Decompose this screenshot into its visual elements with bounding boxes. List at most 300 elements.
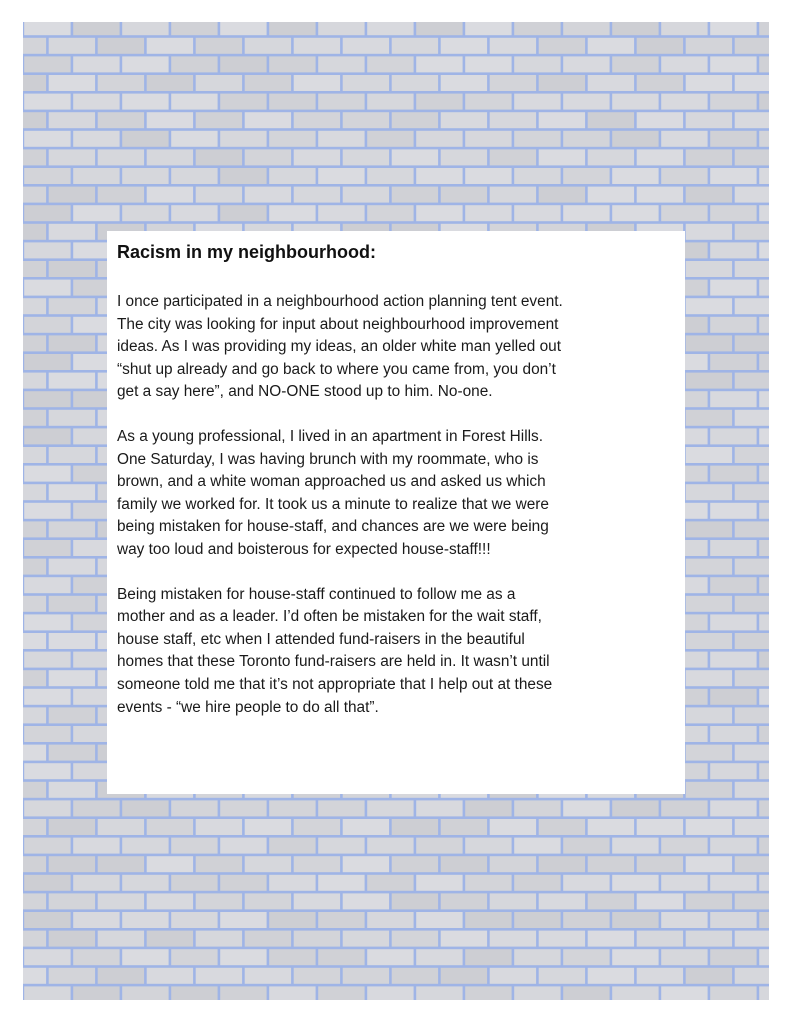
brick	[147, 856, 193, 872]
brick	[686, 75, 732, 91]
brick	[220, 94, 266, 110]
brick	[367, 838, 413, 854]
brick	[23, 187, 46, 203]
brick	[49, 559, 95, 575]
brick	[245, 931, 291, 947]
brick	[465, 912, 511, 928]
brick	[49, 707, 95, 723]
brick	[220, 875, 266, 891]
paragraph-line: ideas. As I was providing my ideas, an older white man yelled out	[117, 338, 561, 356]
brick	[294, 149, 340, 165]
brick	[171, 912, 217, 928]
brick	[392, 149, 438, 165]
brick	[539, 931, 585, 947]
brick	[367, 986, 413, 1000]
brick	[588, 856, 634, 872]
brick	[269, 912, 315, 928]
brick	[759, 949, 769, 965]
brick	[735, 968, 769, 984]
brick	[343, 931, 389, 947]
brick	[49, 968, 95, 984]
brick	[661, 986, 707, 1000]
brick	[98, 893, 144, 909]
brick	[245, 38, 291, 54]
brick	[563, 22, 609, 35]
brick	[122, 22, 168, 35]
brick	[490, 112, 536, 128]
brick	[441, 75, 487, 91]
paragraph-line: One Saturday, I was having brunch with my roommate, who is	[117, 450, 539, 468]
brick	[735, 112, 769, 128]
paragraph-line: homes that these Toronto fund-raisers are held in. It wasn’t until	[117, 653, 550, 671]
brick	[759, 317, 769, 333]
brick	[24, 131, 70, 147]
brick	[710, 354, 756, 370]
brick	[294, 38, 340, 54]
brick	[539, 187, 585, 203]
brick	[24, 242, 70, 258]
brick	[122, 838, 168, 854]
brick	[416, 22, 462, 35]
paragraph-line: house staff, etc when I attended fund-raisers in the beautiful	[117, 630, 525, 648]
brick	[24, 800, 70, 816]
brick	[710, 131, 756, 147]
brick	[318, 800, 364, 816]
brick	[490, 38, 536, 54]
brick	[514, 986, 560, 1000]
brick	[563, 56, 609, 72]
brick	[220, 22, 266, 35]
brick	[269, 94, 315, 110]
brick	[294, 187, 340, 203]
brick	[98, 149, 144, 165]
brick	[23, 596, 46, 612]
brick	[49, 187, 95, 203]
brick	[73, 168, 119, 184]
brick	[392, 893, 438, 909]
brick	[122, 168, 168, 184]
brick	[686, 149, 732, 165]
brick	[24, 652, 70, 668]
brick	[563, 131, 609, 147]
brick	[563, 168, 609, 184]
brick	[441, 931, 487, 947]
brick	[686, 633, 732, 649]
brick	[318, 838, 364, 854]
brick	[171, 94, 217, 110]
brick	[49, 782, 95, 798]
brick	[612, 875, 658, 891]
brick	[465, 800, 511, 816]
brick	[220, 800, 266, 816]
brick	[588, 187, 634, 203]
brick	[710, 391, 756, 407]
brick	[710, 652, 756, 668]
brick	[759, 205, 769, 221]
brick	[710, 503, 756, 519]
brick	[392, 968, 438, 984]
brick	[637, 149, 683, 165]
brick	[245, 819, 291, 835]
brick	[367, 56, 413, 72]
brick	[759, 168, 769, 184]
brick	[588, 931, 634, 947]
brick	[759, 466, 769, 482]
brick	[441, 187, 487, 203]
brick	[122, 986, 168, 1000]
brick	[294, 856, 340, 872]
brick	[759, 614, 769, 630]
document-title: Racism in my neighbourhood:	[117, 242, 377, 262]
brick	[710, 614, 756, 630]
brick	[686, 447, 732, 463]
paragraph-line: brown, and a white woman approached us and asked us which	[117, 473, 546, 491]
brick	[294, 968, 340, 984]
brick	[465, 838, 511, 854]
brick	[343, 112, 389, 128]
brick	[24, 875, 70, 891]
paragraph-line: family we worked for. It took us a minute to realize that we were	[117, 495, 549, 513]
brick	[612, 800, 658, 816]
brick	[318, 875, 364, 891]
brick	[343, 968, 389, 984]
brick	[686, 931, 732, 947]
brick	[735, 893, 769, 909]
brick	[318, 22, 364, 35]
brick	[269, 800, 315, 816]
brick	[735, 335, 769, 351]
brick	[269, 875, 315, 891]
brick	[441, 38, 487, 54]
paragraph-line: I once participated in a neighbourhood action planning tent event.	[117, 293, 563, 310]
brick	[98, 856, 144, 872]
brick	[759, 22, 769, 35]
brick	[49, 931, 95, 947]
brick	[220, 838, 266, 854]
brick	[759, 763, 769, 779]
brick	[23, 410, 46, 426]
brick	[122, 94, 168, 110]
brick	[269, 949, 315, 965]
brick	[735, 931, 769, 947]
brick	[24, 614, 70, 630]
brick	[686, 559, 732, 575]
brick	[612, 205, 658, 221]
brick	[24, 726, 70, 742]
brick	[318, 56, 364, 72]
brick	[465, 22, 511, 35]
brick	[686, 670, 732, 686]
brick	[710, 280, 756, 296]
brick	[73, 838, 119, 854]
brick	[171, 986, 217, 1000]
brick	[563, 205, 609, 221]
brick	[23, 149, 46, 165]
brick	[23, 968, 46, 984]
brick	[710, 428, 756, 444]
brick	[735, 633, 769, 649]
brick	[441, 149, 487, 165]
brick	[49, 224, 95, 240]
brick	[23, 856, 46, 872]
brick	[514, 912, 560, 928]
brick	[686, 335, 732, 351]
brick	[735, 745, 769, 761]
brick	[147, 893, 193, 909]
brick	[98, 931, 144, 947]
brick	[147, 38, 193, 54]
brick	[98, 38, 144, 54]
brick	[23, 447, 46, 463]
brick	[735, 149, 769, 165]
brick	[514, 168, 560, 184]
brick	[196, 75, 242, 91]
brick	[735, 819, 769, 835]
brick	[735, 670, 769, 686]
brick	[23, 893, 46, 909]
brick	[637, 819, 683, 835]
brick	[514, 131, 560, 147]
brick	[318, 168, 364, 184]
brick	[637, 75, 683, 91]
brick	[220, 986, 266, 1000]
brick	[367, 205, 413, 221]
brick	[416, 986, 462, 1000]
brick	[24, 763, 70, 779]
brick	[759, 354, 769, 370]
brick	[49, 633, 95, 649]
brick	[735, 447, 769, 463]
brick	[612, 22, 658, 35]
brick	[661, 205, 707, 221]
brick	[23, 224, 46, 240]
brick	[392, 38, 438, 54]
brick	[588, 893, 634, 909]
brick	[24, 540, 70, 556]
brick	[24, 949, 70, 965]
brick	[637, 38, 683, 54]
brick	[637, 893, 683, 909]
brick	[269, 205, 315, 221]
brick	[710, 466, 756, 482]
brick	[514, 56, 560, 72]
brick	[49, 484, 95, 500]
brick	[686, 484, 732, 500]
brick	[490, 893, 536, 909]
brick	[735, 187, 769, 203]
brick	[294, 931, 340, 947]
brick	[465, 56, 511, 72]
brick	[686, 224, 732, 240]
brick	[637, 112, 683, 128]
brick	[539, 38, 585, 54]
brick	[686, 112, 732, 128]
brick	[759, 726, 769, 742]
paragraph-line: events - “we hire people to do all that”.	[117, 698, 379, 716]
brick	[735, 38, 769, 54]
brick	[269, 168, 315, 184]
brick	[367, 94, 413, 110]
brick	[686, 521, 732, 537]
brick	[759, 131, 769, 147]
brick	[441, 819, 487, 835]
brick	[196, 893, 242, 909]
brick	[710, 838, 756, 854]
paragraph-1	[117, 291, 675, 404]
brick	[98, 819, 144, 835]
paragraph-line: mother and as a leader. I’d often be mistaken for the wait staff,	[117, 608, 542, 626]
brick	[392, 75, 438, 91]
brick	[686, 856, 732, 872]
paragraph-line: The city was looking for input about neighbourhood improvement	[117, 315, 559, 333]
brick	[735, 75, 769, 91]
brick	[122, 56, 168, 72]
brick	[23, 633, 46, 649]
brick	[686, 261, 732, 277]
brick	[490, 931, 536, 947]
brick	[24, 56, 70, 72]
brick	[367, 800, 413, 816]
brick	[612, 131, 658, 147]
text-card	[107, 231, 685, 794]
brick	[392, 819, 438, 835]
brick	[686, 373, 732, 389]
brick	[49, 893, 95, 909]
brick	[661, 131, 707, 147]
brick	[343, 856, 389, 872]
brick	[245, 112, 291, 128]
brick	[24, 280, 70, 296]
brick	[24, 391, 70, 407]
brick	[49, 38, 95, 54]
brick	[23, 373, 46, 389]
brick	[122, 131, 168, 147]
brick	[661, 168, 707, 184]
brick	[24, 94, 70, 110]
brick	[220, 56, 266, 72]
brick	[24, 503, 70, 519]
brick	[245, 187, 291, 203]
brick	[661, 56, 707, 72]
brick	[49, 149, 95, 165]
brick	[416, 205, 462, 221]
brick	[416, 168, 462, 184]
brick	[171, 875, 217, 891]
brick	[23, 38, 46, 54]
brick	[220, 949, 266, 965]
brick	[465, 949, 511, 965]
brick	[735, 856, 769, 872]
brick	[196, 149, 242, 165]
brick	[269, 56, 315, 72]
brick	[759, 391, 769, 407]
brick	[441, 856, 487, 872]
brick	[23, 819, 46, 835]
brick	[416, 838, 462, 854]
brick	[73, 131, 119, 147]
brick	[147, 819, 193, 835]
brick	[147, 75, 193, 91]
brick	[490, 819, 536, 835]
brick	[759, 689, 769, 705]
brick	[24, 428, 70, 444]
paragraph-2	[117, 426, 675, 562]
brick	[759, 428, 769, 444]
brick	[735, 298, 769, 314]
brick	[367, 949, 413, 965]
brick	[73, 205, 119, 221]
brick	[343, 187, 389, 203]
brick	[122, 800, 168, 816]
brick	[539, 893, 585, 909]
brick	[514, 94, 560, 110]
brick	[710, 168, 756, 184]
brick	[392, 112, 438, 128]
brick	[73, 22, 119, 35]
brick	[392, 856, 438, 872]
brick	[588, 968, 634, 984]
brick	[563, 875, 609, 891]
brick	[49, 75, 95, 91]
brick	[23, 559, 46, 575]
brick	[49, 670, 95, 686]
brick	[98, 112, 144, 128]
brick	[245, 893, 291, 909]
brick	[514, 949, 560, 965]
brick	[392, 931, 438, 947]
brick	[23, 931, 46, 947]
brick	[490, 149, 536, 165]
brick	[416, 94, 462, 110]
brick	[465, 94, 511, 110]
brick	[441, 112, 487, 128]
brick	[24, 838, 70, 854]
brick	[514, 838, 560, 854]
brick	[759, 652, 769, 668]
brick	[539, 75, 585, 91]
brick	[171, 131, 217, 147]
brick	[612, 838, 658, 854]
brick	[759, 875, 769, 891]
brick	[318, 986, 364, 1000]
brick	[49, 447, 95, 463]
brick	[24, 168, 70, 184]
brick	[343, 819, 389, 835]
brick	[49, 261, 95, 277]
brick	[416, 912, 462, 928]
brick	[24, 466, 70, 482]
brick	[490, 187, 536, 203]
brick	[637, 187, 683, 203]
brick	[24, 205, 70, 221]
brick	[122, 875, 168, 891]
brick	[759, 540, 769, 556]
brick	[735, 484, 769, 500]
brick	[245, 75, 291, 91]
brick	[122, 205, 168, 221]
brick	[23, 707, 46, 723]
brick	[735, 261, 769, 277]
brick	[24, 317, 70, 333]
brick	[318, 205, 364, 221]
brick	[710, 986, 756, 1000]
brick	[759, 800, 769, 816]
brick	[588, 38, 634, 54]
brick	[196, 856, 242, 872]
brick	[686, 707, 732, 723]
brick	[98, 187, 144, 203]
brick	[612, 986, 658, 1000]
